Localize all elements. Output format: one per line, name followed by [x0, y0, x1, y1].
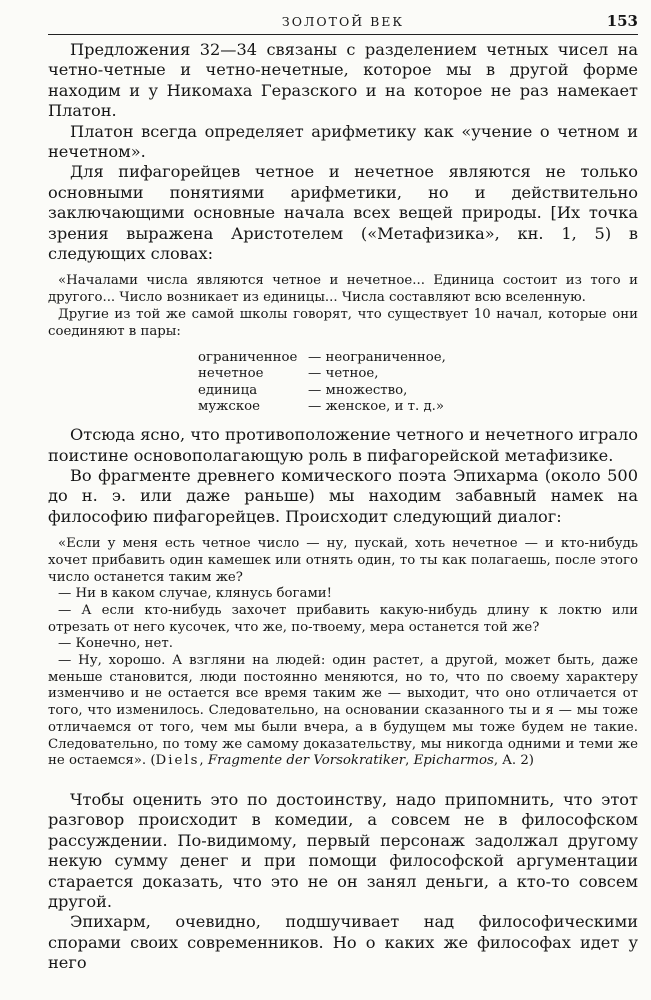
- opposites-row: [198, 399, 446, 415]
- source-chapter: Epicharmos: [413, 753, 494, 769]
- opposite-right: — женское, и т. д.»: [308, 398, 445, 414]
- paragraph: Эпихарм, очевидно, подшучивает над философическими спорами своих современников. Но о каких же философах идет у него: [48, 912, 638, 973]
- opposite-left: нечетное: [198, 366, 264, 382]
- paragraph: Предложения 32—34 связаны с разделением четных чисел на четно-четные и четно-нечетные, которое мы в другой форме находим и у Никомаха Геразского и на которое не раз намекает Платон.: [48, 40, 638, 121]
- paragraph: Во фрагменте древнего комического поэта Эпихарма (около 500 до н. э. или даже раньше) мы находим забавный намек на философию пифагорейцев. Происходит следующий диалог:: [48, 465, 638, 526]
- opposite-left: ограниченное: [198, 350, 298, 366]
- running-title: ЗОЛОТОЙ ВЕК: [281, 14, 405, 29]
- opposites-row: [198, 383, 446, 399]
- opposites-row: [198, 366, 446, 382]
- running-head: [48, 8, 638, 35]
- source-author: Diels: [155, 753, 200, 769]
- page-number: 153: [606, 12, 638, 30]
- paragraph: Для пифагорейцев четное и нечетное являются не только основными понятиями арифметики, но и действительно заключающими основные начала всех вещей природы. [Их точка зрения выражена Аристотелем («Метафизика», кн. 1, 5) в следующих словах:: [48, 162, 638, 264]
- opposites-table: [198, 350, 446, 415]
- source-separator: ,: [405, 753, 414, 769]
- opposites-row: [198, 350, 446, 366]
- body-text: [48, 40, 638, 974]
- dialogue-line: — А если кто-нибудь захочет прибавить какую-нибудь длину к локтю или отрезать от него кусочек, что же, по-твоему, мера останется той же?: [48, 602, 638, 635]
- dialogue-line: — Конечно, нет.: [58, 636, 173, 652]
- source-separator: ,: [199, 753, 208, 769]
- aristotle-quote-continued: Другие из той же самой школы говорят, что существует 10 начал, которые они соединяют в пары:: [48, 306, 638, 339]
- paragraph: Чтобы оценить это по достоинству, надо припомнить, что этот разговор происходит в комедии, а совсем не в философском рассуждении. По-видимому, первый персонаж задолжал другому некую сумму денег и при помощи философской аргументации старается доказать, что это не он занял деньги, а кто-то совсем другой.: [48, 789, 638, 911]
- opposite-left: мужское: [198, 398, 261, 414]
- dialogue-line: — Ни в каком случае, клянусь богами!: [58, 586, 333, 602]
- opposite-left: единица: [198, 382, 258, 398]
- opposite-right: — неограниченное,: [308, 350, 446, 366]
- opposite-right: — множество,: [308, 382, 408, 398]
- dialogue-line: «Если у меня есть четное число — ну, пускай, хоть нечетное — и кто-нибудь хочет прибавить один камешек или отнять один, то ты как полагаешь, после этого число останется таким же?: [48, 536, 638, 585]
- dialogue-text: — Ну, хорошо. А взгляни на людей: один растет, а другой, может быть, даже меньше становится, люди постоянно меняются, но то, что по своему характеру изменчиво и не остается все время таким же — выходит, что оно отличается от того, что изменилось. Следовательно, на основании сказанного ты и я — мы тоже отличаемся от того, чем мы были вчера, а в будущем мы тоже будем не такие. Следовательно, по тому же самому доказательству, мы никогда одними и теми же не остаемся». (: [48, 653, 638, 769]
- aristotle-quote: «Началами числа являются четное и нечетное... Единица состоит из того и другого... Число возникает из единицы... Числа составляют всю вселенную.: [48, 273, 638, 306]
- opposite-right: — четное,: [308, 366, 379, 382]
- paragraph: Отсюда ясно, что противоположение четного и нечетного играло поистине основополагающую роль в пифагорейской метафизике.: [48, 425, 638, 465]
- dialogue-line-with-source: [48, 653, 638, 770]
- source-reference: , A. 2): [493, 753, 534, 769]
- paragraph: Платон всегда определяет арифметику как «учение о четном и нечетном».: [48, 121, 638, 162]
- source-title: Fragmente der Vorsokratiker: [207, 753, 406, 769]
